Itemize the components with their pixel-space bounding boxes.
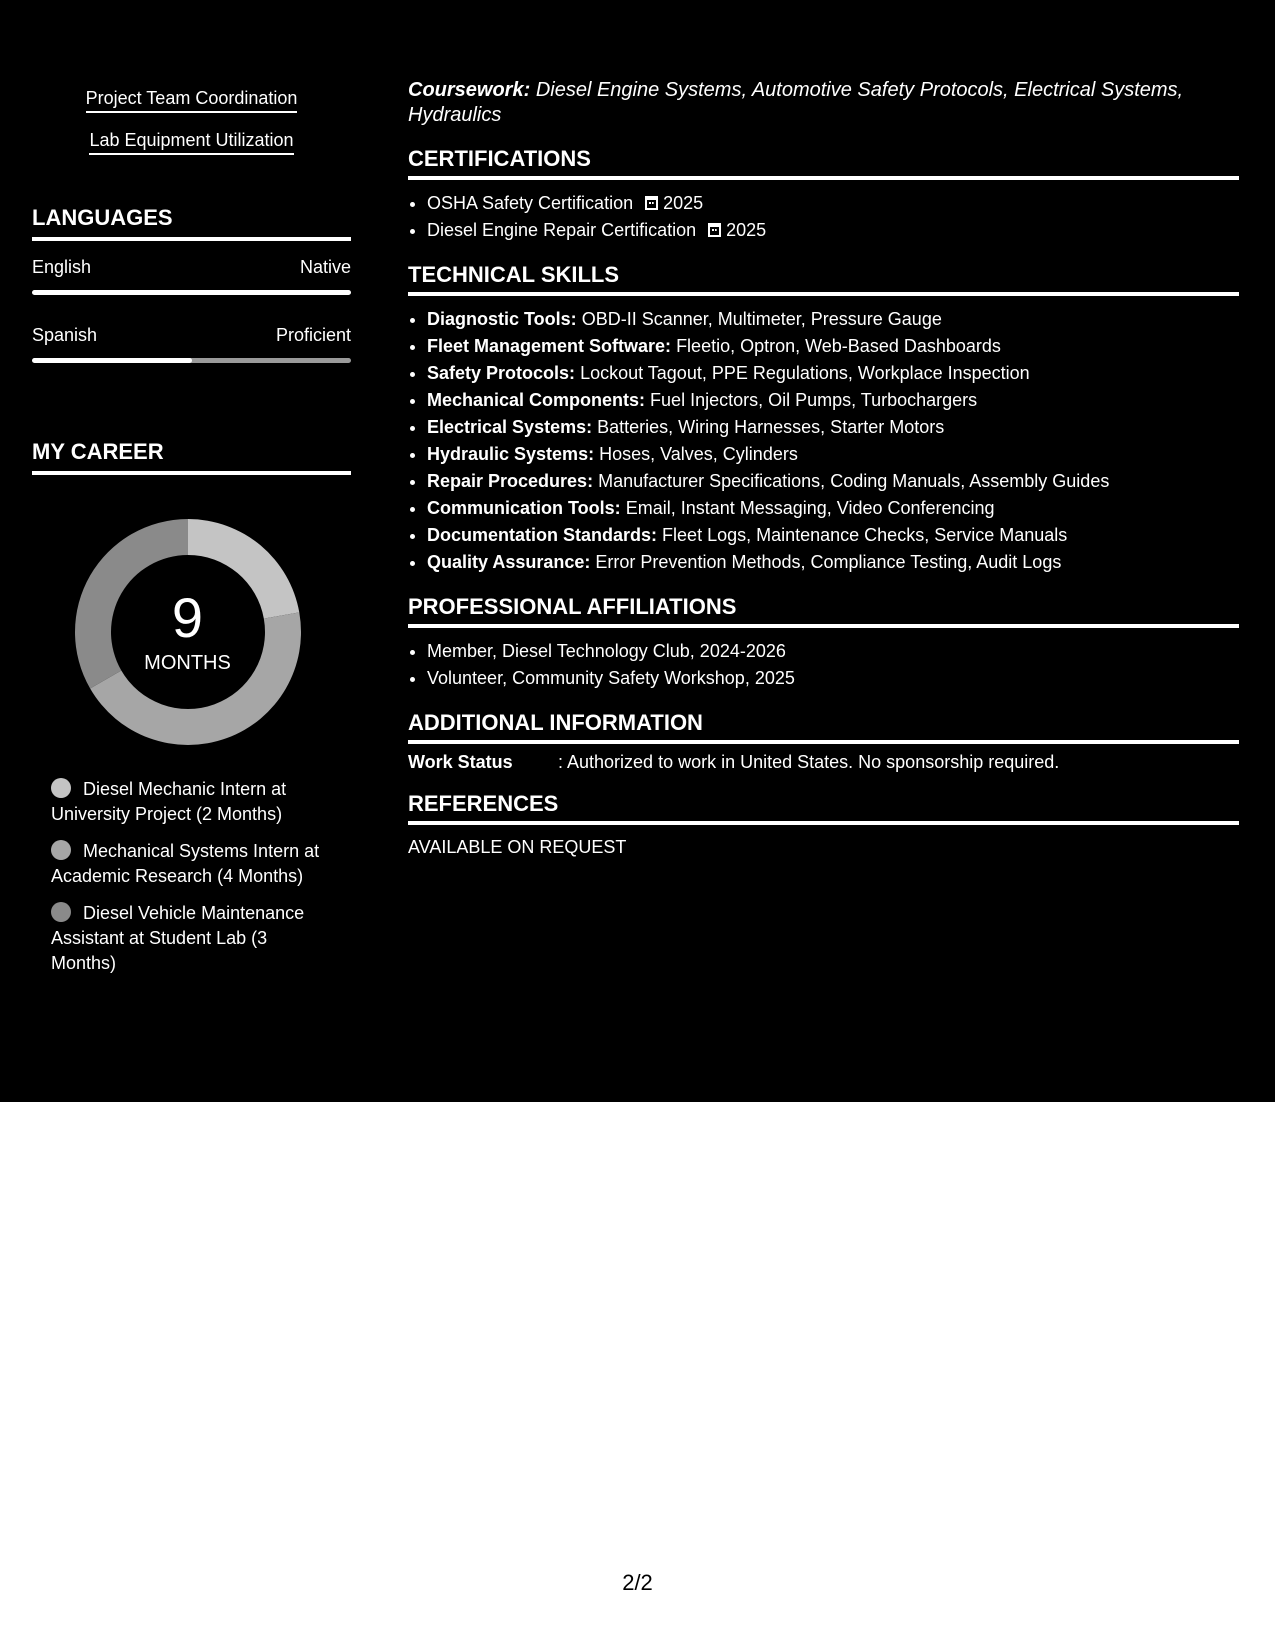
language-level: Proficient [275, 325, 351, 345]
career-item [51, 777, 321, 827]
career-item-text: Mechanical Systems Intern at Academic Research (4 Months) [51, 841, 320, 886]
skill-label: Quality Assurance: [427, 552, 591, 572]
certification-item [427, 217, 1239, 244]
language-level-bar [32, 358, 351, 363]
legend-dot-icon [51, 778, 71, 798]
career-donut-chart [75, 519, 301, 745]
language-level-fill [32, 358, 192, 363]
work-status [408, 752, 1239, 773]
skill-text: OBD-II Scanner, Multimeter, Pressure Gauge [581, 309, 942, 329]
legend-dot-icon [51, 840, 71, 860]
skill-item [427, 441, 1239, 468]
career-item [51, 839, 321, 889]
skill-item [427, 522, 1239, 549]
affiliation-item: • Member, Diesel Technology Club, 2024-2026 [427, 638, 1239, 665]
additional-info-heading: ADDITIONAL INFORMATION [408, 710, 1239, 744]
technical-skills-list [408, 306, 1239, 576]
skill-label: Mechanical Components: [427, 390, 646, 410]
career-item-text: Diesel Mechanic Intern at University Project (2 Months) [51, 779, 287, 824]
work-status-label: Work Status [408, 752, 513, 772]
language-name: Spanish [32, 325, 98, 345]
language-english [32, 257, 351, 295]
main-content [408, 78, 1239, 858]
career-unit: MONTHS [144, 651, 231, 674]
language-level-fill [32, 290, 351, 295]
skill-label: Fleet Management Software: [427, 336, 672, 356]
coursework [408, 78, 1239, 128]
skill-link[interactable]: Lab Equipment Utilization [89, 130, 293, 155]
skill-item [427, 306, 1239, 333]
skill-item [427, 414, 1239, 441]
career-list [32, 777, 321, 976]
affiliation-item: • Volunteer, Community Safety Workshop, 2025 [427, 665, 1239, 692]
skill-text: Email, Instant Messaging, Video Conferencing [625, 498, 995, 518]
certification-name: OSHA Safety Certification [427, 193, 634, 213]
skill-text: Batteries, Wiring Harnesses, Starter Motors [597, 417, 945, 437]
coursework-label: Coursework: [408, 79, 531, 101]
affiliations-list [408, 638, 1239, 692]
references-heading: REFERENCES [408, 791, 1239, 825]
legend-dot-icon [51, 902, 71, 922]
skill-text: Fuel Injectors, Oil Pumps, Turbochargers [650, 390, 978, 410]
career-item [51, 901, 321, 976]
skill-item [427, 549, 1239, 576]
skill-label: Documentation Standards: [427, 525, 658, 545]
page-number: 2/2 [622, 1570, 653, 1595]
calendar-icon [708, 223, 721, 237]
skill-label: Diagnostic Tools: [427, 309, 577, 329]
certification-year: 2025 [726, 220, 767, 240]
skill-label: Safety Protocols: [427, 363, 576, 383]
work-status-value: : Authorized to work in United States. No sponsorship required. [558, 752, 1060, 772]
skill-label: Hydraulic Systems: [427, 444, 595, 464]
sidebar [32, 0, 351, 988]
language-level-bar [32, 290, 351, 295]
skill-item [427, 387, 1239, 414]
calendar-icon [645, 196, 658, 210]
language-name: English [32, 257, 92, 277]
skill-item [427, 333, 1239, 360]
coursework-text: Diesel Engine Systems, Automotive Safety Protocols, Electrical Systems, Hydraulics [408, 79, 1184, 126]
skill-text: Fleetio, Optron, Web-Based Dashboards [676, 336, 1001, 356]
career-total-months: 9 [171, 585, 204, 649]
skill-item [427, 495, 1239, 522]
languages-heading: LANGUAGES [32, 205, 351, 241]
skill-item [427, 468, 1239, 495]
skill-label: Repair Procedures: [427, 471, 594, 491]
career-heading: MY CAREER [32, 439, 351, 475]
references-text: AVAILABLE ON REQUEST [408, 837, 627, 857]
language-spanish [32, 325, 351, 363]
certification-item [427, 190, 1239, 217]
certification-year: 2025 [663, 193, 704, 213]
skill-label: Electrical Systems: [427, 417, 593, 437]
skill-item [427, 360, 1239, 387]
skill-text: Manufacturer Specifications, Coding Manuals, Assembly Guides [598, 471, 1110, 491]
affiliations-heading: PROFESSIONAL AFFILIATIONS [408, 594, 1239, 628]
skill-text: Hoses, Valves, Cylinders [599, 444, 798, 464]
skill-text: Error Prevention Methods, Compliance Testing, Audit Logs [595, 552, 1062, 572]
certifications-list [408, 190, 1239, 244]
skill-label: Communication Tools: [427, 498, 621, 518]
certifications-heading: CERTIFICATIONS [408, 146, 1239, 180]
technical-skills-heading: TECHNICAL SKILLS [408, 262, 1239, 296]
skill-text: Lockout Tagout, PPE Regulations, Workplace Inspection [580, 363, 1030, 383]
skill-link[interactable]: Project Team Coordination [86, 88, 298, 113]
career-item-text: Diesel Vehicle Maintenance Assistant at Student Lab (3 Months) [51, 903, 305, 973]
language-level: Native [299, 257, 351, 277]
certification-name: Diesel Engine Repair Certification [427, 220, 697, 240]
skill-text: Fleet Logs, Maintenance Checks, Service Manuals [662, 525, 1068, 545]
